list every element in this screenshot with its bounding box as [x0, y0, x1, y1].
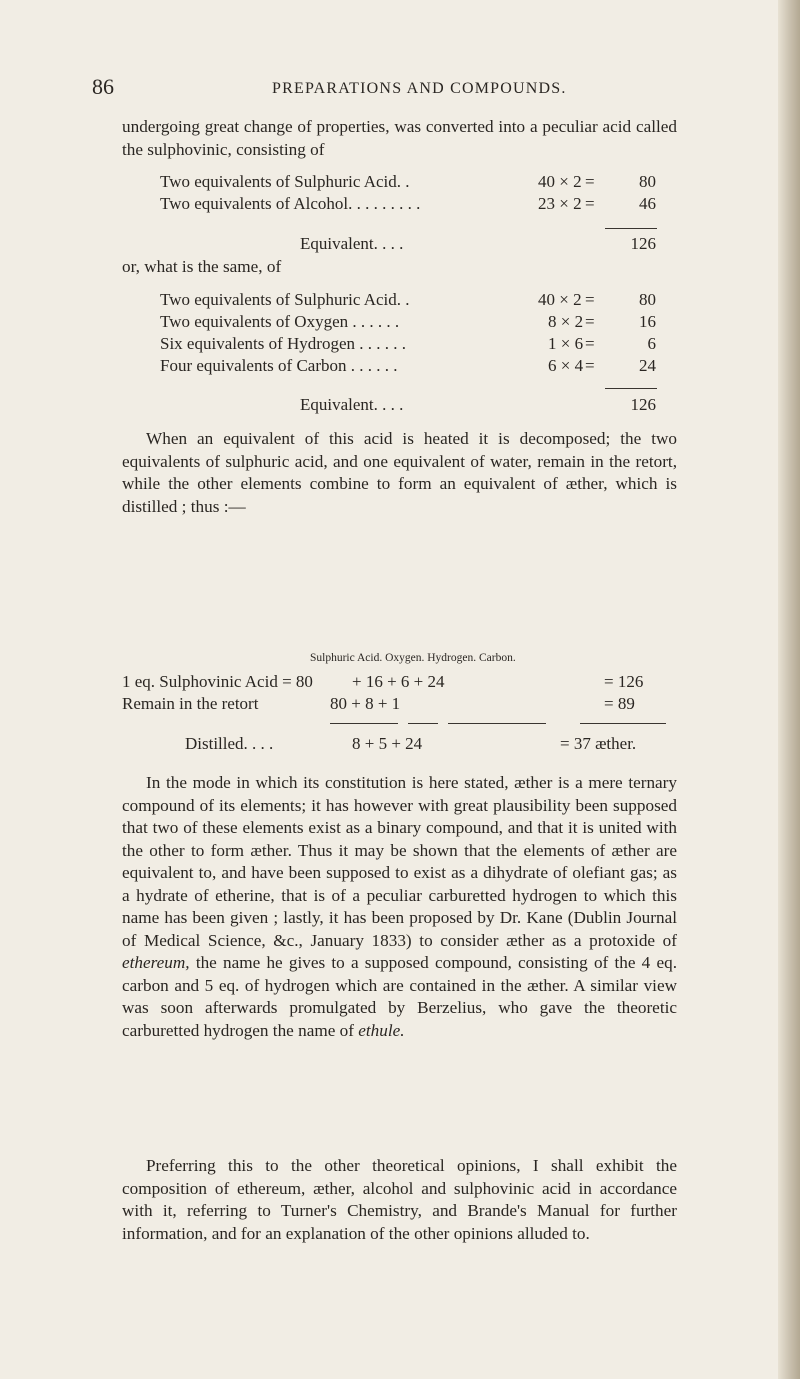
total-label: Equivalent. . . .	[300, 395, 404, 414]
row-value: 6	[647, 334, 656, 353]
formula-column-labels: Sulphuric Acid. Oxygen. Hydrogen. Carbon.	[310, 652, 516, 664]
paragraph-preferring: Preferring this to the other theoretical opinions, I shall exhibit the composition of ethereum, æther, alcohol and sulphovinic acid in accordance with it, referring to Turner's Chemistry, and Brande's Manual for further information, and for an explanation of the other opinions alluded to.	[122, 1156, 677, 1243]
row-label: Six equivalents of Hydrogen . . . . . .	[160, 334, 406, 353]
row-label: Two equivalents of Sulphuric Acid. .	[160, 172, 410, 191]
formula-rule	[580, 723, 666, 724]
total-value: 126	[630, 234, 656, 253]
row-multiplier: 1 × 6	[548, 334, 584, 353]
sum-rule	[605, 388, 657, 389]
table2-row	[160, 356, 680, 378]
formula-rule	[330, 723, 398, 724]
row-value: 80	[639, 290, 656, 309]
formula-rule	[448, 723, 546, 724]
term-ethereum: ethereum,	[122, 953, 190, 972]
page-header	[92, 74, 732, 104]
row-label: Two equivalents of Alcohol. . . . . . . . .	[160, 194, 421, 213]
term-ethule: ethule.	[358, 1020, 405, 1040]
total-label: Equivalent. . . .	[300, 234, 404, 253]
formula-line2-label: Remain in the retort	[122, 694, 259, 713]
paragraph-text: the name he gives to a supposed compound, consisting of the 4 eq. carbon and 5 eq. of hydrogen which are contained in the æther. A similar view was soon afterwards promulgated by Berzelius, who gave the theoretic carburetted hydrogen the name of	[122, 953, 677, 1040]
row-multiplier: 40 × 2	[538, 172, 582, 191]
table1-row	[160, 172, 680, 194]
row-multiplier: 6 × 4	[548, 356, 584, 375]
table2-row	[160, 290, 680, 312]
total-value: 126	[630, 395, 656, 414]
formula-line2-terms: 80 + 8 + 1	[330, 694, 401, 713]
row-value: 46	[639, 194, 656, 213]
row-label: Two equivalents of Sulphuric Acid. .	[160, 290, 410, 309]
formula-rule	[408, 723, 438, 724]
equals-sign: =	[585, 312, 595, 331]
table1-total	[300, 234, 680, 254]
equals-sign: =	[585, 172, 595, 191]
formula-line1-result: = 126	[604, 672, 644, 691]
page-edge-shadow	[778, 0, 800, 1379]
table1-row	[160, 194, 680, 216]
table2-row	[160, 312, 680, 334]
paragraph-text: In the mode in which its constitution is here stated, æther is a mere ternary compound of its elements; it has however with great plausibility been supposed that two of these elements exist as a binary compound, and that it is united with the other to form æther. Thus it may be shown that the elements of æther are equivalent to, and have been supposed to exist as a dihydrate of olefiant gas; as a hydrate of etherine, that is of a peculiar carburetted hydrogen to which this name has been given ; lastly, it has been proposed by Dr. Kane (Dublin Journal of Medical Science, &c., January 1833) to consider æther as a protoxide of	[122, 773, 677, 950]
formula-line3-terms: 8 + 5 + 24	[352, 734, 423, 753]
equals-sign: =	[585, 356, 595, 375]
table2-row	[160, 334, 680, 356]
sum-rule	[605, 228, 657, 229]
row-multiplier: 40 × 2	[538, 290, 582, 309]
row-label: Two equivalents of Oxygen . . . . . .	[160, 312, 400, 331]
row-multiplier: 23 × 2	[538, 194, 582, 213]
row-value: 24	[639, 356, 656, 375]
paragraph-decomposition: When an equivalent of this acid is heated it is decomposed; the two equivalents of sulphuric acid, and one equivalent of water, remain in the retort, while the other elements combine to form an equivalent of æther, which is distilled ; thus :—	[122, 429, 677, 516]
formula-line3-result: = 37 æther.	[560, 734, 637, 753]
intro-paragraph: undergoing great change of properties, was converted into a peculiar acid called the sulphovinic, consisting of	[122, 117, 677, 159]
table2-total	[300, 395, 680, 415]
row-label: Four equivalents of Carbon . . . . . .	[160, 356, 398, 375]
formula-line1-terms: + 16 + 6 + 24	[352, 672, 445, 691]
row-value: 80	[639, 172, 656, 191]
formula-line2-result: = 89	[604, 694, 635, 713]
row-value: 16	[639, 312, 656, 331]
paragraph-constitution	[122, 772, 677, 1042]
formula-line3-label: Distilled. . . .	[185, 734, 274, 753]
equals-sign: =	[585, 194, 595, 213]
running-head: PREPARATIONS AND COMPOUNDS.	[272, 80, 567, 97]
formula-line1-label: 1 eq. Sulphovinic Acid = 80	[122, 672, 313, 691]
row-multiplier: 8 × 2	[548, 312, 584, 331]
equals-sign: =	[585, 334, 595, 353]
or-line: or, what is the same, of	[122, 257, 282, 276]
equals-sign: =	[585, 290, 595, 309]
page-number: 86	[92, 74, 114, 99]
